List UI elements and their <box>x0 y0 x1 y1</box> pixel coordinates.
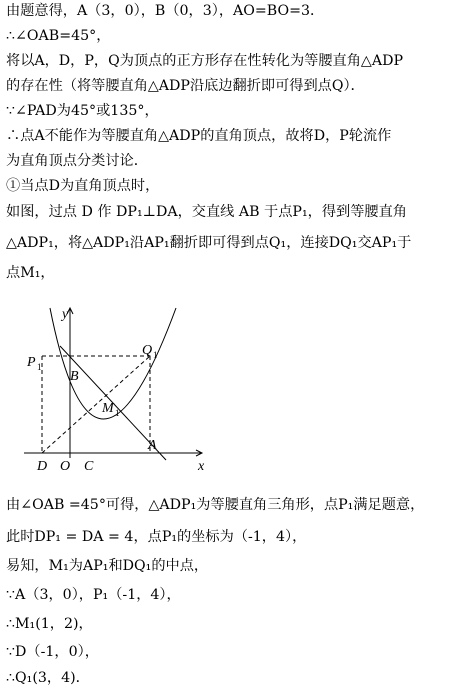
coordinate-figure <box>22 300 212 480</box>
text-line-18: ∴Q₁(3，4)． <box>6 670 90 686</box>
text-line-5: ∵∠PAD为45°或135°， <box>6 103 159 119</box>
text-line-2: ∴∠OAB=45°， <box>6 28 111 44</box>
label-q1-sub: 1 <box>153 350 158 360</box>
label-p1-sub: 1 <box>37 362 42 372</box>
label-m1-sub: 1 <box>115 408 120 418</box>
label-b: B <box>70 369 79 384</box>
text-line-12: 由∠OAB =45°可得，△ADP₁为等腰直角三角形，点P₁满足题意， <box>6 497 425 513</box>
text-line-8: ①当点D为直角顶点时， <box>6 178 160 194</box>
label-o: O <box>60 459 71 474</box>
text-line-15: ∵A（3，0），P₁（-1，4）， <box>6 587 181 603</box>
label-y: y <box>62 307 69 322</box>
text-line-11: 点M₁， <box>6 265 55 281</box>
text-line-9: 如图，过点 D 作 DP₁⊥DA，交直线 AB 于点P₁，得到等腰直角 <box>6 204 407 220</box>
text-line-7: 为直角顶点分类讨论． <box>6 153 148 169</box>
label-q1: Q <box>142 343 153 358</box>
text-line-10: △ADP₁，将△ADP₁沿AP₁翻折即可得到点Q₁，连接DQ₁交AP₁于 <box>6 235 412 251</box>
text-line-17: ∵D（-1，0）， <box>6 644 99 660</box>
dashed-dq1 <box>42 356 150 453</box>
label-x: x <box>198 459 205 474</box>
text-line-1: 由题意得，A（3，0），B（0，3），AO=BO=3． <box>6 3 325 19</box>
text-line-16: ∴M₁(1，2)， <box>6 616 93 632</box>
text-line-3: 将以A，D，P，Q为顶点的正方形存在性转化为等腰直角△ADP <box>6 53 404 69</box>
text-line-6: ∴点A不能作为等腰直角△ADP的直角顶点，故将D，P轮流作 <box>6 128 392 144</box>
text-line-14: 易知，M₁为AP₁和DQ₁的中点， <box>6 558 209 574</box>
label-m1: M <box>102 401 114 416</box>
label-d: D <box>37 459 48 474</box>
label-c: C <box>84 459 94 474</box>
text-line-13: 此时DP₁ = DA = 4，点P₁的坐标为（-1，4）， <box>6 529 307 545</box>
label-a: A <box>148 438 157 453</box>
text-line-4: 的存在性（将等腰直角△ADP沿底边翻折即可得到点Q）． <box>6 78 365 94</box>
label-p1: P <box>27 355 36 370</box>
